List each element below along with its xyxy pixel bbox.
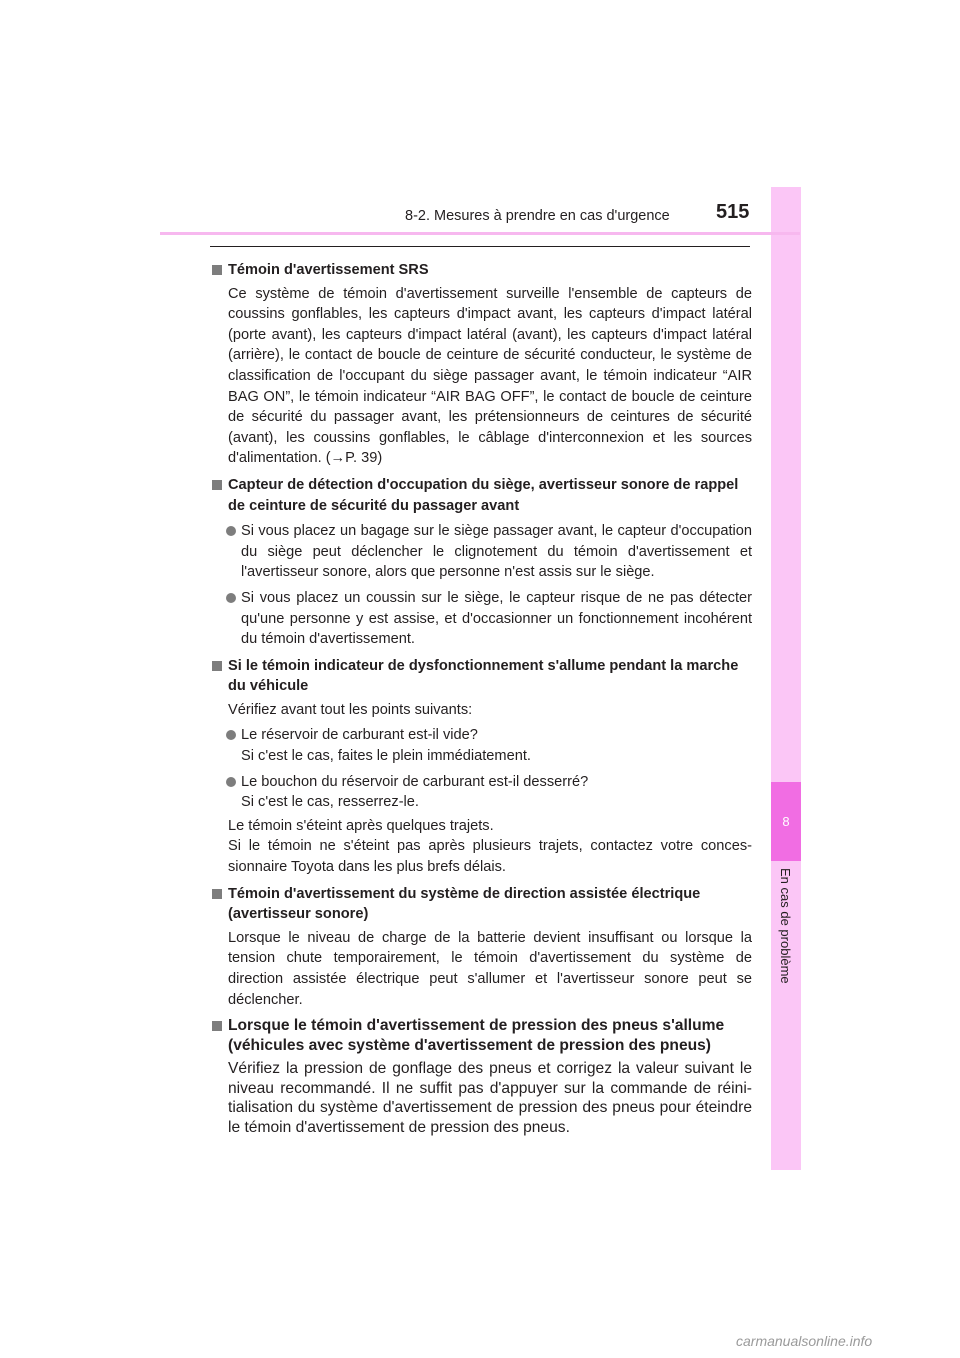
chapter-side-tab bbox=[771, 187, 801, 1170]
heading-malfunction-indicator: Si le témoin indicateur de dysfonctionnement s'allume pendant la marche du véhicule bbox=[212, 656, 752, 697]
page-content bbox=[212, 254, 752, 1137]
bullet-answer: Si c'est le cas, faites le plein immédiatement. bbox=[241, 748, 531, 765]
bullet-question: Le réservoir de carburant est-il vide? bbox=[241, 727, 478, 744]
power-steering-text: Lorsque le niveau de charge de la batterie devient insuffisant ou lorsque la tension chute temporairement, le témoin d'avertissement du système de direction assistée électrique peut s'allumer et l'avertisseur sonore peut se déclencher. bbox=[228, 929, 752, 1008]
heading-power-steering: Témoin d'avertissement du système de direction assistée électrique (avertisseur sonore) bbox=[212, 884, 752, 925]
chapter-number-badge: 8 bbox=[771, 782, 801, 861]
followup-line: Le témoin s'éteint après quelques trajets. bbox=[228, 817, 494, 834]
heading-srs-warning: Témoin d'avertissement SRS bbox=[212, 260, 752, 281]
malfunction-followup bbox=[212, 816, 752, 878]
list-item bbox=[212, 588, 752, 650]
page-number: 515 bbox=[716, 201, 750, 223]
content-divider bbox=[210, 246, 750, 247]
srs-warning-text: Ce système de témoin d'avertissement surveille l'ensemble de capteurs de coussins gonflables, les capteurs d'impact avant, les capteurs d'impact latéral (porte avant), les capteurs d'impact latéral (avant), les capteurs d'impact latéral (arrière), le contact de boucle de ceinture de sécurité conducteur, le système de classification de l'occupant du siège passager avant, le témoin indicateur “AIR BAG ON”, le témoin indicateur “AIR BAG OFF”, le contact de boucle de ceinture de sécurité du passager avant, les prétensionneurs de ceintures de sécurité (avant), les coussins gonflables, le câblage d'interconnexion et les sources d'alimentation. (→P. 39) bbox=[228, 285, 752, 467]
followup-line: Si le témoin ne s'éteint pas après plusieurs trajets, contactez votre concessionnaire Toyota dans les plus brefs délais. bbox=[228, 838, 752, 876]
bullet-text: Si vous placez un bagage sur le siège passager avant, le capteur d'occupation du siège peut déclencher le clignotement du témoin d'avertissement et l'avertisseur sonore, alors que personne n'est assis sur le siège. bbox=[241, 523, 752, 581]
section-title: 8-2. Mesures à prendre en cas d'urgence bbox=[405, 208, 670, 224]
heading-seat-occupancy: Capteur de détection d'occupation du siège, avertisseur sonore de rappel de ceinture de sécurité du passager avant bbox=[212, 475, 752, 516]
watermark: carmanualsonline.info bbox=[736, 1333, 873, 1349]
chapter-label: En cas de problème bbox=[778, 868, 793, 984]
header-rule bbox=[160, 232, 800, 235]
malfunction-intro: Vérifiez avant tout les points suivants: bbox=[228, 701, 473, 718]
list-item bbox=[212, 725, 752, 766]
tire-pressure-text: Vérifiez la pression de gonflage des pneus et corrigez la valeur suivant le niveau recommandé. Il ne suffit pas d'appuyer sur la commande de réinitialisation du système d'avertissement de pression des pneus pour éteindre le témoin d'avertissement de pression des pneus. bbox=[228, 1060, 752, 1136]
heading-tire-pressure: Lorsque le témoin d'avertissement de pression des pneus s'allume (véhicules avec système d'avertissement de pression des pneus) bbox=[212, 1016, 752, 1056]
bullet-question: Le bouchon du réservoir de carburant est-il desserré? bbox=[241, 773, 589, 790]
list-item bbox=[212, 521, 752, 583]
bullet-text: Si vous placez un coussin sur le siège, le capteur risque de ne pas détecter qu'une personne y est assise, et d'occasionner un fonctionnement incohérent du témoin d'avertissement. bbox=[241, 589, 752, 648]
bullet-answer: Si c'est le cas, resserrez-le. bbox=[241, 794, 419, 811]
list-item bbox=[212, 772, 752, 813]
